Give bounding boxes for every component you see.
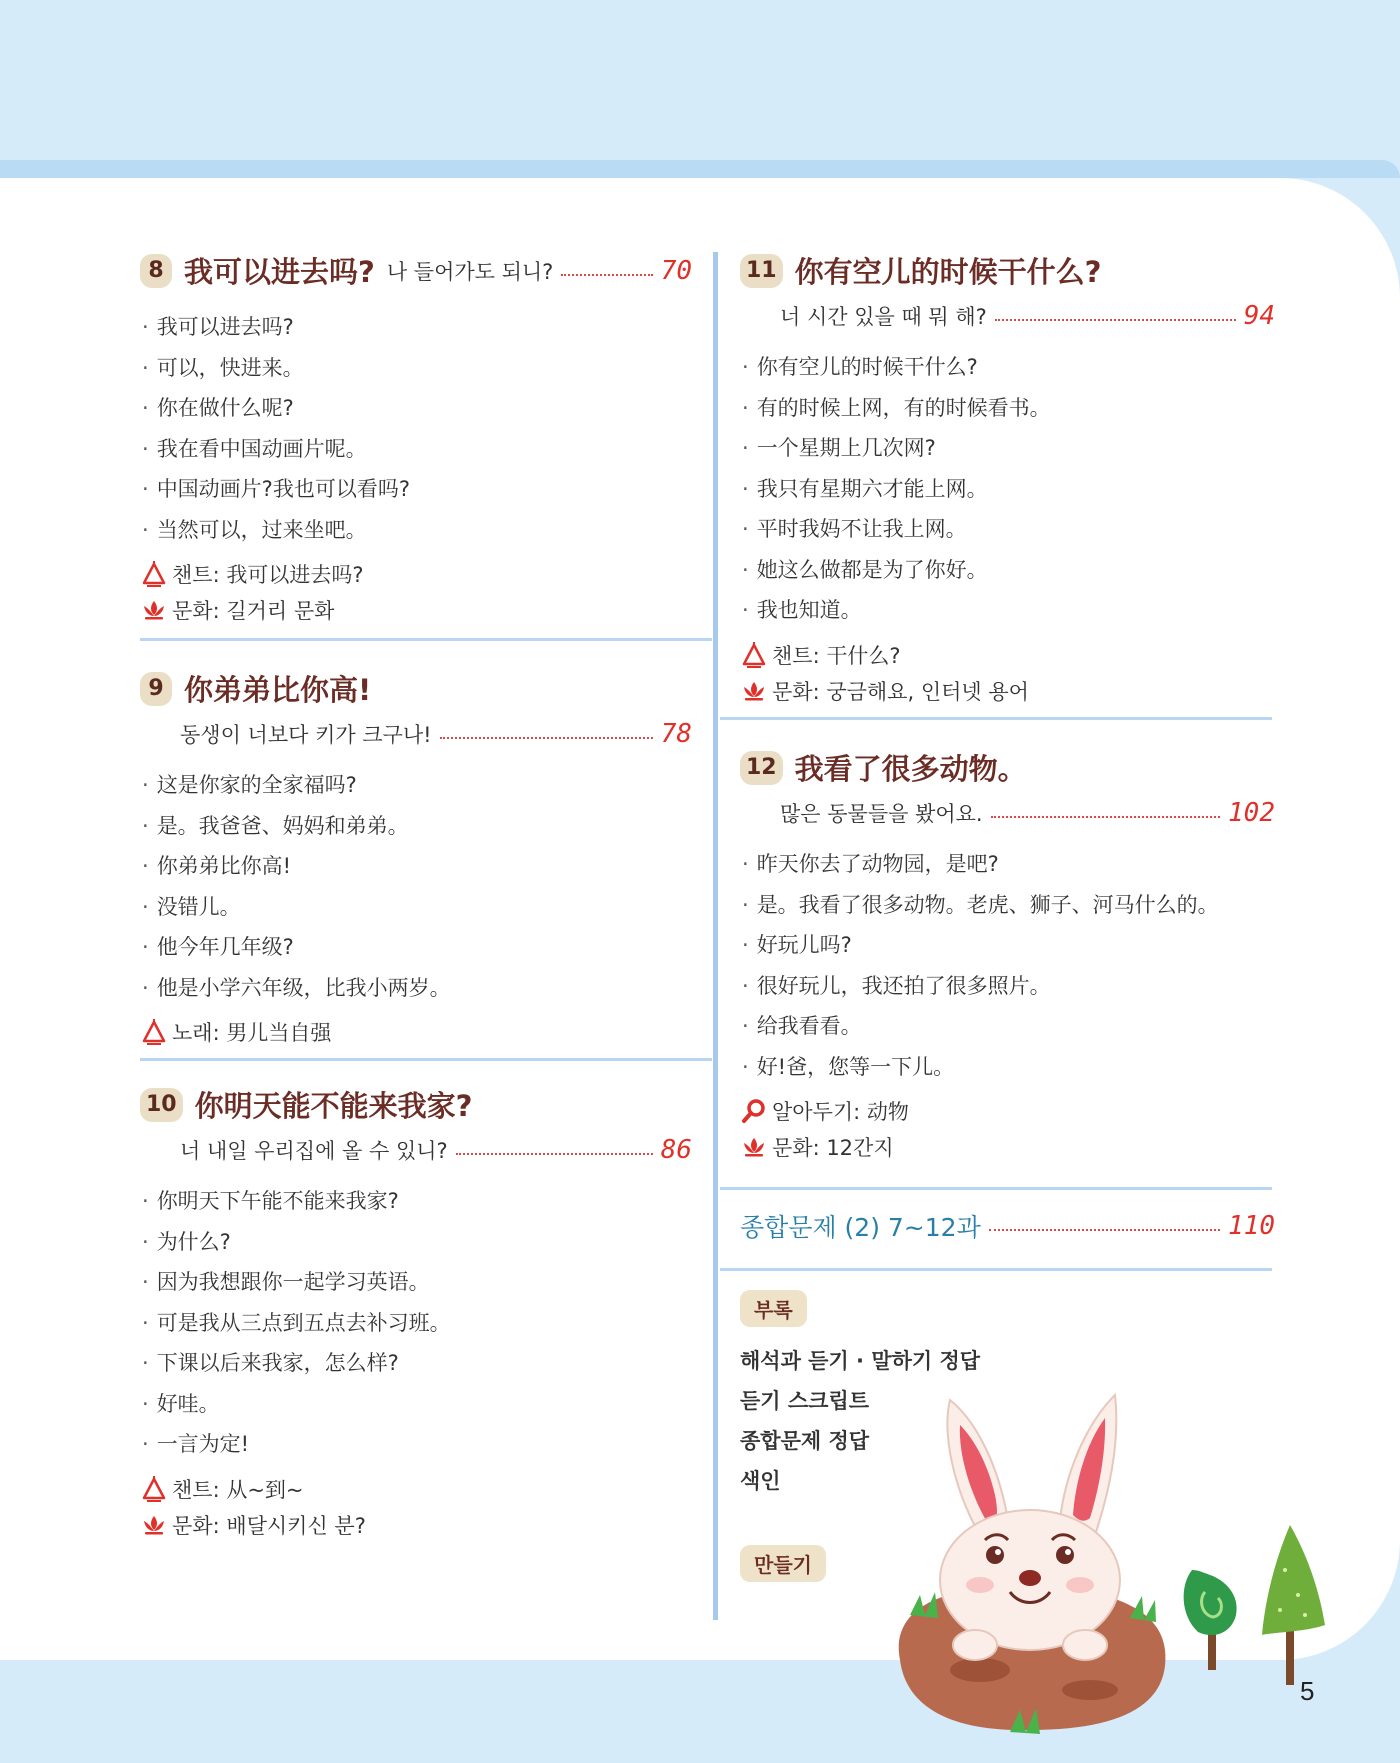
lesson-page-number[interactable]: 78	[660, 719, 692, 749]
extra-item	[740, 1093, 1275, 1129]
leader-dots	[995, 319, 1236, 321]
dialogue-line: · 她这么做都是为了你好。	[740, 550, 1275, 591]
dialogue-line: · 他是小学六年级，比我小两岁。	[140, 968, 692, 1009]
column-divider	[713, 252, 718, 1620]
lesson-page-number[interactable]: 102	[1228, 798, 1275, 828]
triangle-instrument-icon	[140, 1476, 168, 1502]
lotus-icon	[140, 1512, 168, 1538]
review-entry[interactable]	[740, 1208, 1275, 1244]
section-divider	[720, 1187, 1272, 1190]
extra-text: 문화: 배달시키신 분?	[172, 1513, 366, 1538]
extra-text: 노래: 男儿当自强	[172, 1021, 332, 1045]
lotus-icon	[140, 597, 168, 623]
lesson-number-badge: 12	[740, 751, 783, 785]
appendix-item[interactable]: 색인	[740, 1469, 781, 1493]
craft-section	[740, 1545, 826, 1582]
lesson-title[interactable]: 我可以进去吗?	[184, 255, 375, 289]
dialogue-line: · 我只有星期六才能上网。	[740, 469, 1275, 510]
lesson-page-number[interactable]: 94	[1243, 301, 1275, 331]
dialogue-line: · 当然可以，过来坐吧。	[140, 510, 692, 551]
extra-item	[140, 592, 692, 628]
dialogue-list	[140, 307, 692, 550]
leader-dots	[456, 1153, 653, 1155]
magnifier-icon	[740, 1098, 768, 1124]
rabbit-illustration	[880, 1370, 1350, 1760]
section-divider	[140, 638, 712, 641]
dialogue-line: · 我在看中国动画片呢。	[140, 429, 692, 470]
lesson-subtitle: 나 들어가도 되니?	[386, 259, 554, 284]
review-label: 종합문제 (2) 7~12과	[740, 1213, 981, 1242]
triangle-instrument-icon	[740, 642, 768, 668]
dialogue-line: · 好哇。	[140, 1384, 692, 1425]
dialogue-line: · 因为我想跟你一起学习英语。	[140, 1262, 692, 1303]
dialogue-line: · 我可以进去吗?	[140, 307, 692, 348]
dialogue-line: · 你明天下午能不能来我家?	[140, 1181, 692, 1222]
section-divider	[720, 717, 1272, 720]
appendix-item[interactable]: 해석과 듣기 · 말하기 정답	[740, 1349, 981, 1373]
dialogue-line: · 这是你家的全家福吗?	[140, 765, 692, 806]
lesson-title[interactable]: 你有空儿的时候干什么?	[794, 255, 1102, 289]
section-divider	[140, 1058, 712, 1061]
extra-text: 문화: 궁금해요, 인터넷 용어	[772, 679, 1029, 704]
lesson-number-badge: 10	[140, 1088, 183, 1122]
lesson-9	[140, 668, 692, 1050]
lesson-number-badge: 9	[140, 672, 172, 706]
dialogue-line: · 可是我从三点到五点去补习班。	[140, 1303, 692, 1344]
dialogue-line: · 好玩儿吗?	[740, 925, 1275, 966]
extra-item	[140, 1471, 692, 1507]
dialogue-line: · 你弟弟比你高!	[140, 846, 692, 887]
extra-text: 알아두기: 动物	[772, 1100, 909, 1124]
dialogue-line: · 好!爸，您等一下儿。	[740, 1047, 1275, 1088]
lotus-icon	[740, 678, 768, 704]
extra-item	[740, 673, 1275, 709]
extra-text: 문화: 12간지	[772, 1136, 894, 1160]
lesson-subtitle: 너 내일 우리집에 올 수 있니?	[180, 1139, 448, 1163]
leader-dots	[989, 1229, 1220, 1231]
extra-text: 챈트: 干什么?	[772, 643, 901, 668]
top-stripe	[0, 160, 1400, 178]
dialogue-list	[740, 347, 1275, 631]
extra-text: 문화: 길거리 문화	[172, 599, 335, 623]
leader-dots	[991, 816, 1220, 818]
dialogue-line: · 是。我爸爸、妈妈和弟弟。	[140, 806, 692, 847]
dialogue-line: · 他今年几年级?	[140, 927, 692, 968]
extra-item	[740, 1129, 1275, 1165]
dialogue-line: · 给我看看。	[740, 1006, 1275, 1047]
lesson-title[interactable]: 我看了很多动物。	[794, 752, 1027, 786]
lotus-icon	[740, 1134, 768, 1160]
dialogue-line: · 很好玩儿，我还拍了很多照片。	[740, 966, 1275, 1007]
leader-dots	[440, 737, 653, 739]
extra-item	[140, 1014, 692, 1050]
dialogue-line: · 下课以后来我家，怎么样?	[140, 1343, 692, 1384]
lesson-10	[140, 1084, 692, 1543]
dialogue-list	[740, 844, 1275, 1087]
lesson-subtitle: 많은 동물들을 봤어요.	[780, 802, 983, 826]
extra-item	[740, 637, 1275, 673]
lesson-number-badge: 8	[140, 254, 172, 288]
appendix-item[interactable]: 종합문제 정답	[740, 1429, 870, 1453]
triangle-instrument-icon	[140, 561, 168, 587]
dialogue-line: · 没错儿。	[140, 887, 692, 928]
dialogue-line: · 有的时候上网，有的时候看书。	[740, 388, 1275, 429]
lesson-number-badge: 11	[740, 254, 783, 288]
lesson-subtitle: 너 시간 있을 때 뭐 해?	[780, 305, 987, 329]
extra-item	[140, 1507, 692, 1543]
extra-item	[140, 556, 692, 592]
tree-icon	[1184, 1525, 1325, 1685]
dialogue-line: · 昨天你去了动物园，是吧?	[740, 844, 1275, 885]
extra-text: 챈트: 我可以进去吗?	[172, 563, 364, 587]
dialogue-list	[140, 765, 692, 1008]
lesson-subtitle: 동생이 너보다 키가 크구나!	[180, 723, 432, 747]
dialogue-line: · 可以，快进来。	[140, 348, 692, 389]
dialogue-line: · 是。我看了很多动物。老虎、狮子、河马什么的。	[740, 885, 1275, 926]
dialogue-line: · 一个星期上几次网?	[740, 428, 1275, 469]
review-page-number: 110	[1228, 1211, 1275, 1241]
lesson-title[interactable]: 你弟弟比你高!	[184, 673, 372, 707]
dialogue-line: · 平时我妈不让我上网。	[740, 509, 1275, 550]
lesson-page-number[interactable]: 70	[660, 255, 692, 286]
lesson-page-number[interactable]: 86	[660, 1135, 692, 1165]
lesson-12	[740, 747, 1275, 1165]
dialogue-line: · 你在做什么呢?	[140, 388, 692, 429]
top-band	[0, 0, 1400, 160]
dialogue-line: · 中国动画片?我也可以看吗?	[140, 469, 692, 510]
section-divider	[720, 1268, 1272, 1271]
triangle-instrument-icon	[140, 1019, 168, 1045]
craft-tag[interactable]: 만들기	[740, 1545, 826, 1582]
dialogue-line: · 为什么?	[140, 1222, 692, 1263]
dialogue-line: · 你有空儿的时候干什么?	[740, 347, 1275, 388]
leader-dots	[561, 274, 652, 276]
lesson-8	[140, 250, 692, 628]
appendix-tag: 부록	[740, 1290, 807, 1327]
appendix-item[interactable]: 듣기 스크립트	[740, 1389, 870, 1413]
lesson-11	[740, 250, 1275, 709]
extra-text: 챈트: 从~到~	[172, 1477, 304, 1502]
lesson-title[interactable]: 你明天能不能来我家?	[194, 1089, 473, 1123]
dialogue-line: · 一言为定!	[140, 1424, 692, 1465]
page-number: 5	[1300, 1676, 1315, 1706]
dialogue-line: · 我也知道。	[740, 590, 1275, 631]
dialogue-list	[140, 1181, 692, 1465]
